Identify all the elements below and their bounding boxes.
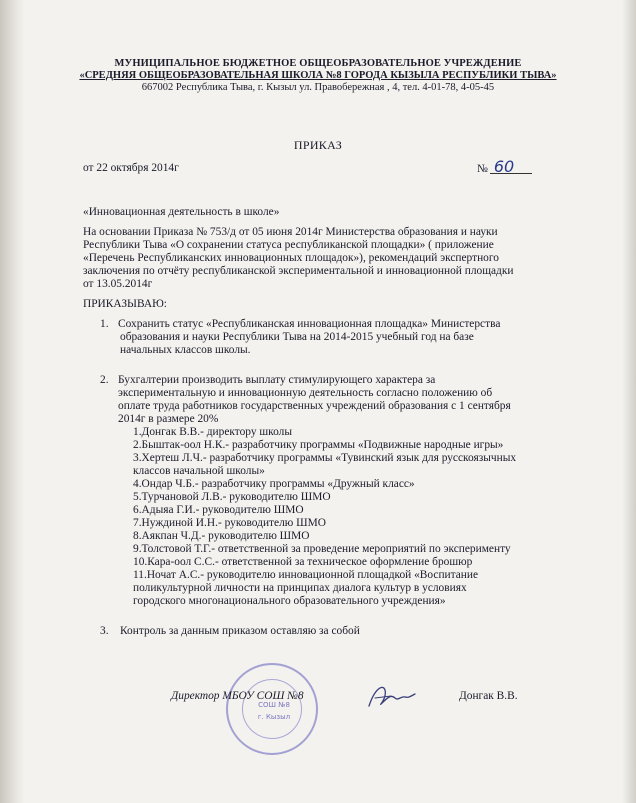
list-item: 2.Быштак-оол Н.К.- разработчику программы «Подвижные народные игры» — [133, 439, 504, 451]
item-1-text: образования и науки Республики Тыва на 2014-2015 учебный год на базе — [120, 331, 474, 343]
stamp-text: г. Кызыл — [257, 713, 291, 721]
signature-position: Директор МБОУ СОШ №8 — [171, 690, 304, 702]
item-2-text: Бухгалтерии производить выплату стимулирующего характера за — [118, 374, 436, 386]
list-item: городского многонационального образовательного учреждения» — [133, 595, 446, 607]
school-stamp — [226, 663, 318, 755]
list-item: 4.Ондар Ч.Б.- разработчику программы «Дружный класс» — [133, 478, 415, 490]
list-item: поликультурной личности на принципах диалога культур в условиях — [133, 582, 467, 594]
header-line-2: «СРЕДНЯЯ ОБЩЕОБРАЗОВАТЕЛЬНАЯ ШКОЛА №8 ГОРОДА КЫЗЫЛА РЕСПУБЛИКИ ТЫВА» — [79, 70, 557, 81]
list-item: 11.Ночат А.С.- руководителю инновационной площадкой «Воспитание — [133, 569, 479, 581]
list-item: 7.Нуждиной И.Н.- руководителю ШМО — [133, 517, 326, 529]
order-number-handwritten: 60 — [490, 160, 532, 174]
preamble-line: Республики Тыва «О сохранении статуса республиканской площадки» ( приложение — [83, 239, 494, 251]
list-item: 6.Адыяа Г.И.- руководителю ШМО — [133, 504, 304, 516]
item-2-text: 2014г в размере 20% — [118, 413, 219, 425]
item-2-number: 2. — [100, 374, 109, 386]
order-subject: «Инновационная деятельность в школе» — [83, 206, 280, 218]
order-directive: ПРИКАЗЫВАЮ: — [83, 298, 167, 310]
list-item: 10.Кара-оол С.С.- ответственной за техническое оформление брошюр — [133, 556, 473, 568]
scan-shadow-left — [0, 0, 24, 803]
list-item: 5.Турчановой Л.В.- руководителю ШМО — [133, 491, 331, 503]
preamble-line: На основании Приказа № 753/д от 05 июня 2014г Министерства образования и науки — [83, 226, 498, 238]
preamble-line: «Перечень Республиканских инновационных площадок»), рекомендаций экспертного — [83, 252, 499, 264]
item-3-text: Контроль за данным приказом оставляю за собой — [120, 625, 360, 637]
item-3-number: 3. — [100, 625, 109, 637]
item-1-text: начальных классов школы. — [120, 344, 251, 356]
order-number — [477, 157, 532, 176]
order-number-prefix: № — [477, 163, 488, 175]
order-date: от 22 октября 2014г — [83, 162, 179, 174]
header-address: 667002 Республика Тыва, г. Кызыл ул. Правобережная , 4, тел. 4-01-78, 4-05-45 — [141, 82, 495, 93]
item-1-number: 1. — [100, 318, 109, 330]
item-2-text: оплате труда работников государственных учреждений образования с 1 сентября — [118, 400, 511, 412]
list-item: 3.Хертеш Л.Ч.- разработчику программы «Тувинский язык для русскоязычных — [133, 452, 517, 464]
list-item: 9.Толстовой Т.Г.- ответственной за проведение мероприятий по эксперименту — [133, 543, 511, 555]
preamble-line: заключения по отчёту республиканской экспериментальной и инновационной площадки — [83, 265, 514, 277]
list-item: классов начальной школы» — [133, 465, 265, 477]
order-title: ПРИКАЗ — [293, 138, 343, 152]
item-2-text: экспериментальную и инновационную деятельность согласно положению об — [118, 387, 493, 399]
handwritten-signature — [365, 680, 417, 714]
preamble-line: от 13.05.2014г — [83, 278, 153, 290]
signature-name: Донгак В.В. — [459, 690, 518, 702]
list-item: 1.Донгак В.В.- директору школы — [133, 426, 292, 438]
list-item: 8.Аякпан Ч.Д.- руководителю ШМО — [133, 530, 310, 542]
scan-shadow-right — [622, 0, 636, 803]
header-line-1: МУНИЦИПАЛЬНОЕ БЮДЖЕТНОЕ ОБЩЕОБРАЗОВАТЕЛЬНОЕ УЧРЕЖДЕНИЕ — [114, 58, 522, 69]
item-1-text: Сохранить статус «Республиканская инновационная площадка» Министерства — [118, 318, 501, 330]
stamp-text: СОШ №8 — [258, 701, 290, 709]
